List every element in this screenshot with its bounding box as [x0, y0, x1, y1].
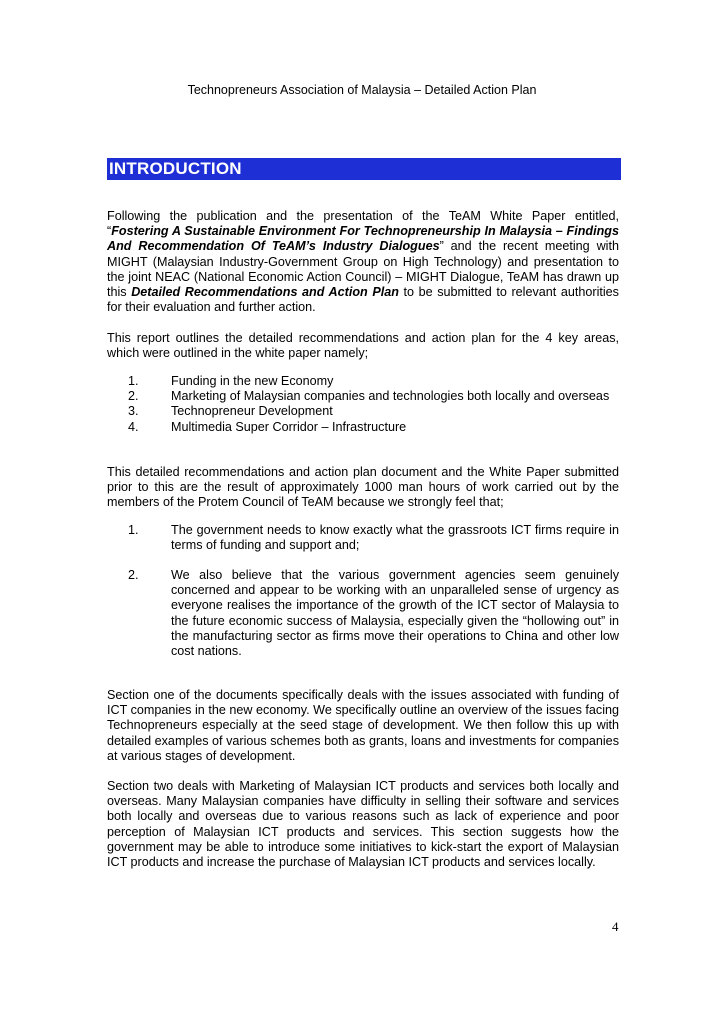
section-heading-bar — [107, 158, 621, 180]
intro-paragraph-3: This detailed recommendations and action plan document and the White Paper submitted prior to this are the result of approximately 1000 man hours of work carried out by the members of the Protem Council of TeAM because we strongly feel that; — [107, 465, 619, 510]
intro-paragraph-2: This report outlines the detailed recommendations and action plan for the 4 key areas, which were outlined in the white paper namely; — [107, 331, 619, 361]
list-item: 2. Marketing of Malaysian companies and technologies both locally and overseas — [128, 389, 610, 404]
reasons-list — [107, 523, 619, 553]
list-item: 1. The government needs to know exactly what the grassroots ICT firms require in terms of funding and support and; — [128, 523, 619, 553]
reasons-list-2 — [107, 568, 619, 659]
page-header: Technopreneurs Association of Malaysia – Detailed Action Plan — [187, 83, 537, 97]
key-areas-list — [107, 374, 619, 435]
page-number: 4 — [612, 919, 619, 934]
list-item: 4. Multimedia Super Corridor – Infrastructure — [128, 419, 407, 434]
intro-paragraph-1: Following the publication and the presentation of the TeAM White Paper entitled, “Fostering A Sustainable Environment For Technopreneurship In Malaysia – Findings And Recommendation Of TeAM’s Industry Dialogues” and the recent meeting with MIGHT (Malaysian Industry-Government Group on High Technology) and presentation to the joint NEAC (National Economic Action Council) – MIGHT Dialogue, TeAM has drawn up this Detailed Recommendations and Action Plan to be submitted to relevant authorities for their evaluation and further action. — [107, 209, 619, 315]
intro-paragraph-4: Section one of the documents specifically deals with the issues associated with funding of ICT companies in the new economy. We specifically outline an overview of the issues facing Technopreneurs especially at the seed stage of development. We then follow this up with detailed examples of various schemes both as grants, loans and investments for companies at various stages of development. — [107, 688, 619, 763]
list-item: 1. Funding in the new Economy — [128, 374, 334, 388]
intro-paragraph-5: Section two deals with Marketing of Malaysian ICT products and services both locally and overseas. Many Malaysian companies have difficulty in selling their software and services both locally and overseas due to various reasons such as lack of experience and poor perception of Malaysian ICT products and services. This section suggests how the government may be able to introduce some initiatives to kick-start the export of Malaysian ICT products and increase the purchase of Malaysian ICT products and services locally. — [107, 779, 619, 870]
action-plan-title: Detailed Recommendations and Action Plan — [131, 285, 399, 300]
section-title: INTRODUCTION — [109, 159, 242, 178]
list-item: 3. Technopreneur Development — [128, 404, 333, 419]
list-item: 2. We also believe that the various government agencies seem genuinely concerned and appear to be working with an unparalleled sense of urgency as everyone realises the importance of the growth of the ICT sector of Malaysia to the future economic success of Malaysia, especially given the “hollowing out” in the manufacturing sector as firms move their operations to China and other low cost nations. — [128, 568, 619, 659]
white-paper-title: Fostering A Sustainable Environment For Technopreneurship In Malaysia – Findings And Recommendation Of TeAM’s Industry Dialogues — [107, 224, 619, 254]
